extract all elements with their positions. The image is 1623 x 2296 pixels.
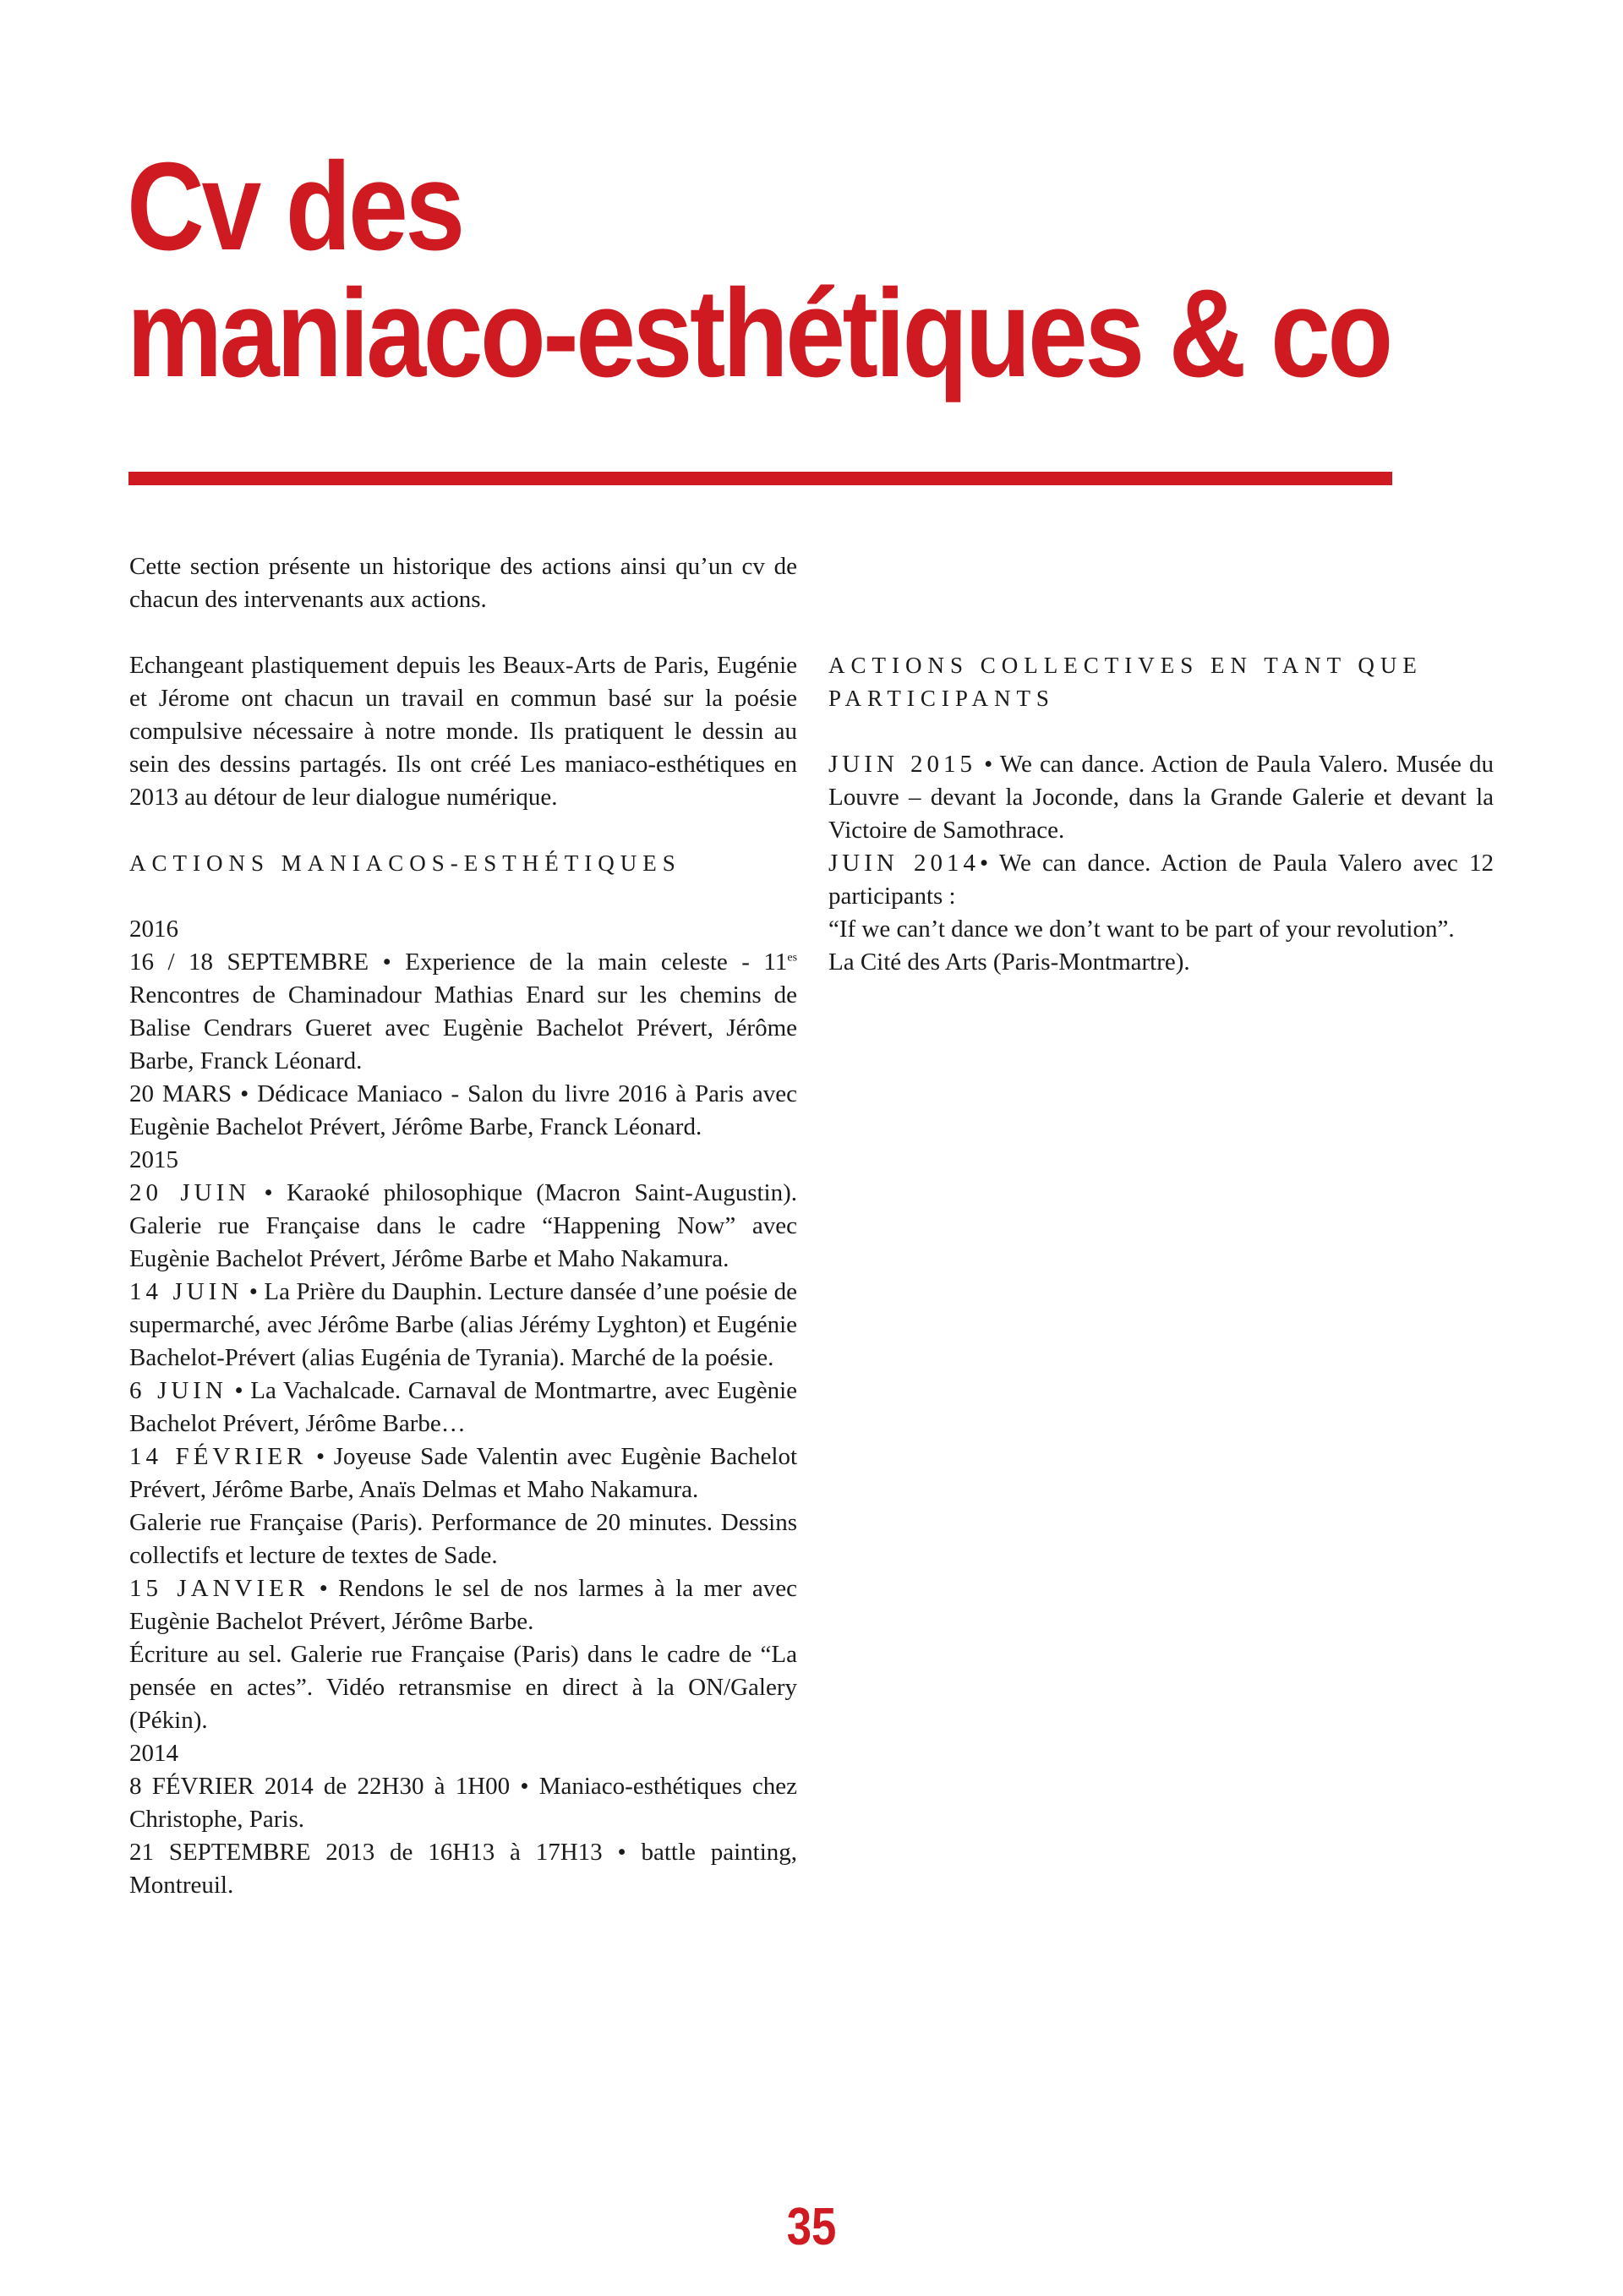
bullet-separator: •: [617, 1839, 626, 1866]
page-title-line-2: maniaco-esthétiques & co: [127, 264, 1391, 403]
page-title-line-1: Cv des: [127, 137, 462, 276]
bullet-separator: •: [249, 1278, 258, 1305]
entry-date: 20 MARS: [129, 1080, 232, 1107]
list-item: [129, 1177, 797, 1276]
list-item: [129, 1770, 797, 1836]
bullet-separator: •: [234, 1377, 243, 1404]
entry-text: La Prière du Dauphin. Lecture dansée d’une poésie de supermarché, avec Jérôme Barbe (alias Jérémy Lyghton) et Eugénie Bachelot-Prévert (alias Eugénia de Tyrania). Marché de la poésie.: [129, 1278, 797, 1371]
intro-paragraph-1: Cette section présente un historique des actions ainsi qu’un cv de chacun des intervenants aux actions.: [129, 553, 797, 613]
list-item: [129, 1375, 797, 1440]
page-title: [127, 137, 1391, 403]
intro-paragraph-2: Echangeant plastiquement depuis les Beaux-Arts de Paris, Eugénie et Jérome ont chacun un travail en commun basé sur la poésie compulsive nécessaire à notre monde. Ils pratiquent le dessin au sein des dessins partagés. Ils ont créé Les maniaco-esthétiques en 2013 au détour de leur dialogue numérique.: [129, 652, 797, 811]
entry-date: 14 FÉVRIER: [129, 1443, 308, 1470]
entry-text: We can dance. Action de Paula Valero avec 12 participants :: [828, 850, 1494, 910]
bullet-separator: •: [520, 1773, 529, 1800]
bullet-separator: •: [319, 1575, 328, 1602]
list-item: [828, 847, 1494, 913]
list-item: [129, 1836, 797, 1902]
year-label: 2016: [129, 916, 178, 943]
bullet-separator: •: [984, 751, 993, 778]
entry-date: JUIN 2015: [828, 751, 976, 778]
list-item: [129, 1078, 797, 1144]
list-item: [129, 1440, 797, 1506]
right-column: [828, 649, 1494, 979]
entry-date: JUIN 2014: [828, 850, 981, 877]
bullet-separator: •: [264, 1179, 273, 1206]
entry-date: 8 FÉVRIER 2014 de 22H30 à 1H00: [129, 1773, 511, 1800]
entry-date: 6 JUIN: [129, 1377, 227, 1404]
entry-date: 15 JANVIER: [129, 1575, 309, 1602]
entry-text: Maniaco-esthétiques chez Christophe, Paris.: [129, 1773, 798, 1833]
entry-date: 16 / 18 SEPTEMBRE: [129, 948, 369, 976]
entry-details: Écriture au sel. Galerie rue Française (Paris) dans le cadre de “La pensée en actes”. Vidéo retransmise en direct à la ON/Galery (Pékin).: [129, 1641, 797, 1734]
entry-text: Karaoké philosophique (Macron Saint-Augustin). Galerie rue Française dans le cadre “Happening Now” avec Eugènie Bachelot Prévert, Jérôme Barbe et Maho Nakamura.: [129, 1179, 798, 1272]
bullet-separator: •: [980, 850, 989, 877]
entry-text: battle painting, Montreuil.: [129, 1839, 797, 1899]
entry-text: Experience de la main celeste - 11: [405, 948, 788, 976]
bullet-separator: •: [240, 1080, 249, 1107]
list-item: [129, 946, 797, 1078]
section-heading-collective: ACTIONS COLLECTIVES EN TANT QUE PARTICIPANTS: [828, 653, 1423, 711]
year-label: 2015: [129, 1146, 178, 1173]
year-label: 2014: [129, 1740, 178, 1767]
entry-place: La Cité des Arts (Paris-Montmartre).: [828, 948, 1190, 976]
entry-date: 20 JUIN: [129, 1179, 251, 1206]
section-heading-maniacos: ACTIONS MANIACOS-ESTHÉTIQUES: [129, 850, 681, 876]
entry-quote: “If we can’t dance we don’t want to be part of your revolution”.: [828, 916, 1455, 943]
list-item: [828, 748, 1494, 847]
bullet-separator: •: [315, 1443, 325, 1470]
entry-text: We can dance. Action de Paula Valero. Musée du Louvre – devant la Joconde, dans la Grande Galerie et devant la Victoire de Samothrace.: [828, 751, 1494, 844]
entry-text: Joyeuse Sade Valentin avec Eugènie Bachelot Prévert, Jérôme Barbe, Anaïs Delmas et Maho Nakamura.: [129, 1443, 797, 1503]
left-column: [129, 550, 797, 1902]
bullet-separator: •: [382, 948, 391, 976]
title-divider: [128, 472, 1392, 485]
entry-date: 14 JUIN: [129, 1278, 243, 1305]
list-item: [129, 1276, 797, 1375]
page-number: 35: [786, 2198, 837, 2256]
entry-text: La Vachalcade. Carnaval de Montmartre, avec Eugènie Bachelot Prévert, Jérôme Barbe…: [129, 1377, 798, 1437]
list-item: [129, 1572, 797, 1638]
entry-text: Dédicace Maniaco - Salon du livre 2016 à Paris avec Eugènie Bachelot Prévert, Jérôme Barbe, Franck Léonard.: [129, 1080, 798, 1140]
entry-details: Galerie rue Française (Paris). Performance de 20 minutes. Dessins collectifs et lecture de textes de Sade.: [129, 1509, 797, 1569]
entry-text-continued: Rencontres de Chaminadour Mathias Enard sur les chemins de Balise Cendrars Gueret avec Eugènie Bachelot Prévert, Jérôme Barbe, Franck Léonard.: [129, 981, 797, 1074]
entry-date: 21 SEPTEMBRE 2013 de 16H13 à 17H13: [129, 1839, 603, 1866]
entry-superscript: es: [787, 951, 798, 965]
entry-text: Rendons le sel de nos larmes à la mer avec Eugènie Bachelot Prévert, Jérôme Barbe.: [129, 1575, 798, 1635]
